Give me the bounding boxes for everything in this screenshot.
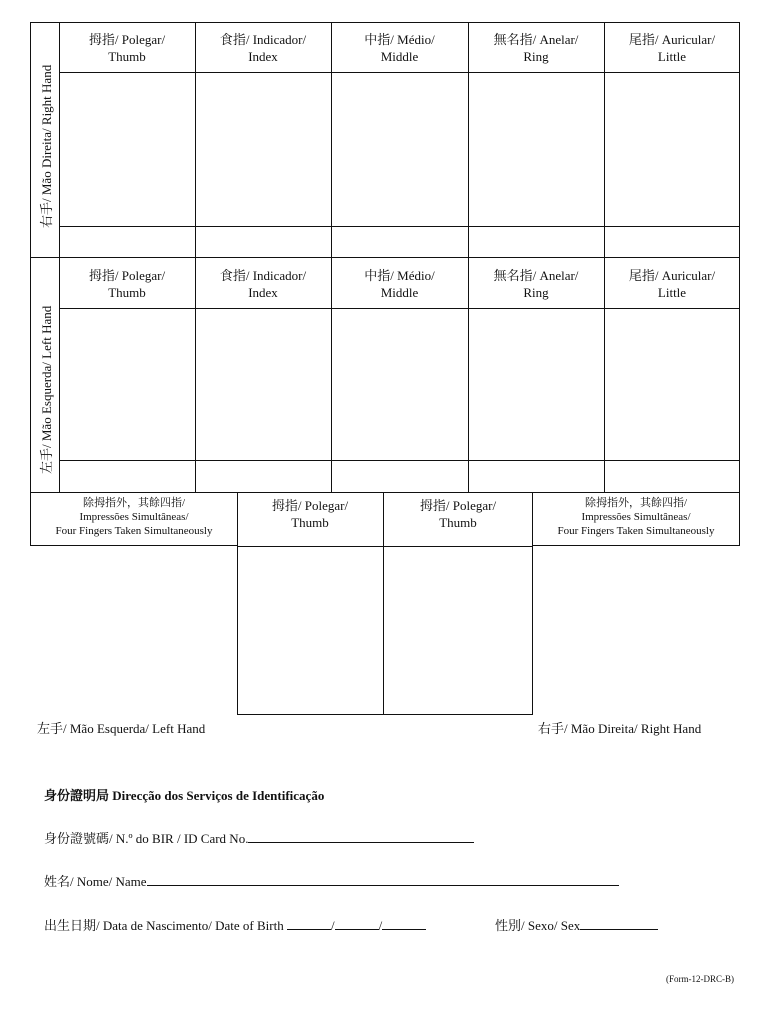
left-middle-header: 中指/ Médio/ Middle (364, 268, 435, 300)
sex-field[interactable] (495, 915, 658, 934)
left-index-header: 食指/ Indicador/ Index (219, 268, 307, 300)
name-field[interactable] (44, 871, 619, 890)
dob-month-line[interactable] (335, 917, 379, 930)
left-hand-bottom-label: 左手/ Mão Esquerda/ Left Hand (37, 721, 206, 736)
agency-title (44, 785, 324, 804)
sex-line[interactable] (580, 917, 658, 930)
left-thumb-simultaneous-header: 拇指/ Polegar/ Thumb (271, 498, 349, 530)
left-hand-side-label: 左手/ Mão Esquerda/ Left Hand (39, 305, 54, 474)
name-line[interactable] (147, 873, 619, 886)
right-four-fingers-header: 除拇指外，其餘四指/ Impressões Simultâneas/ Four Fingers Taken Simultaneously (557, 497, 715, 537)
right-thumb-simultaneous-header: 拇指/ Polegar/ Thumb (419, 498, 497, 530)
right-middle-header: 中指/ Médio/ Middle (364, 32, 435, 64)
left-little-header: 尾指/ Auricular/ Little (628, 268, 716, 300)
dob-field[interactable] (44, 915, 426, 934)
right-ring-header: 無名指/ Anelar/ Ring (493, 32, 579, 64)
right-thumb-header: 拇指/ Polegar/ Thumb (88, 32, 166, 64)
id-card-line[interactable] (248, 830, 474, 843)
form-code: (Form-12-DRC-B) (666, 974, 734, 984)
id-card-field[interactable] (44, 828, 474, 847)
right-index-header: 食指/ Indicador/ Index (219, 32, 307, 64)
agency-portuguese: Direcção dos Serviços de Identificação (112, 788, 325, 803)
agency-chinese: 身份證明局 (44, 788, 110, 803)
dob-separator-2: / (378, 918, 383, 933)
left-four-fingers-header: 除拇指外，其餘四指/ Impressões Simultâneas/ Four Fingers Taken Simultaneously (55, 497, 213, 537)
dob-label: 出生日期/ Data de Nascimento/ Date of Birth (44, 918, 284, 933)
right-hand-bottom-label: 右手/ Mão Direita/ Right Hand (538, 721, 702, 736)
left-ring-header: 無名指/ Anelar/ Ring (493, 268, 579, 300)
right-little-header: 尾指/ Auricular/ Little (628, 32, 716, 64)
sex-label: 性別/ Sexo/ Sex (495, 918, 581, 933)
name-label: 姓名/ Nome/ Name (44, 874, 147, 889)
id-card-label: 身份證號碼/ N.º do BIR / ID Card No. (44, 831, 249, 846)
dob-separator-1: / (330, 918, 335, 933)
right-hand-side-label: 右手/ Mão Direita/ Right Hand (39, 64, 54, 228)
left-thumb-header: 拇指/ Polegar/ Thumb (88, 268, 166, 300)
dob-day-line[interactable] (287, 917, 331, 930)
dob-year-line[interactable] (382, 917, 426, 930)
